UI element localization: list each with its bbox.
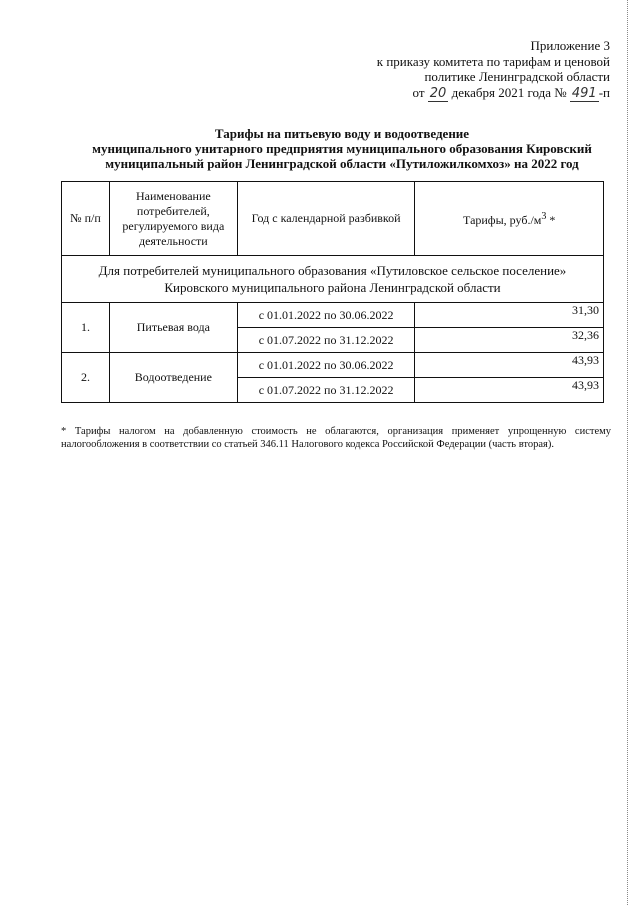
- order-prefix: от: [412, 84, 425, 100]
- row-number: 2.: [62, 353, 110, 403]
- title-line-1: Тарифы на питьевую воду и водоотведение: [214, 126, 470, 141]
- appendix-block: [310, 38, 610, 101]
- group-caption-row: [62, 256, 604, 303]
- row-period: с 01.01.2022 по 30.06.2022: [237, 353, 415, 378]
- header-consumer-name: Наименование потребителей, регулируемого вида деятельности: [109, 182, 237, 256]
- table-row: [62, 303, 604, 328]
- appendix-title: Приложение 3: [530, 38, 610, 53]
- group-caption: [62, 256, 604, 303]
- appendix-committee: политике Ленинградской области: [424, 69, 610, 84]
- row-period: с 01.07.2022 по 31.12.2022: [237, 378, 415, 403]
- page-edge-mark: [626, 0, 628, 905]
- header-year: Год с календарной разбивкой: [237, 182, 415, 256]
- row-tariff: 43,93: [415, 353, 604, 378]
- order-suffix: -п: [598, 84, 610, 100]
- header-tariff: [415, 182, 604, 256]
- row-tariff: 31,30: [415, 303, 604, 328]
- tariff-table: [61, 181, 604, 403]
- group-caption-line-2: Кировского муниципального района Ленинградской области: [164, 280, 501, 295]
- appendix-order-ref: к приказу комитета по тарифам и ценовой: [376, 53, 610, 69]
- row-tariff: 43,93: [415, 378, 604, 403]
- footnote: * Тарифы налогом на добавленную стоимость не облагаются, организация применяет упрощенную систему налогообложения в соответствии со статьей 346.11 Налогового кодекса Российской Федерации (часть вторая).: [61, 426, 611, 450]
- group-caption-line-1: Для потребителей муниципального образования «Путиловское сельское поселение»: [98, 263, 567, 278]
- row-period: с 01.07.2022 по 31.12.2022: [237, 328, 415, 353]
- appendix-order-date: [310, 85, 610, 102]
- table-header-row: [62, 182, 604, 256]
- header-tariff-sup: 3: [541, 211, 547, 222]
- header-tariff-label: Тарифы, руб./м: [463, 213, 542, 227]
- row-service: Водоотведение: [109, 353, 237, 403]
- order-number-handwritten: 491: [571, 85, 597, 101]
- row-service: Питьевая вода: [109, 303, 237, 353]
- title-line-3: муниципальный район Ленинградской области «Путиложилкомхоз» на 2022 год: [105, 156, 579, 171]
- row-number: 1.: [62, 303, 110, 353]
- title-line-2: муниципального унитарного предприятия муниципального образования Кировский: [92, 141, 592, 156]
- table-row: [62, 353, 604, 378]
- header-number: № п/п: [62, 182, 110, 256]
- header-tariff-mark: *: [546, 213, 556, 227]
- row-period: с 01.01.2022 по 30.06.2022: [237, 303, 415, 328]
- order-middle: декабря 2021 года №: [451, 84, 567, 100]
- document-title: [72, 126, 612, 171]
- order-day-handwritten: 20: [429, 85, 447, 101]
- row-tariff: 32,36: [415, 328, 604, 353]
